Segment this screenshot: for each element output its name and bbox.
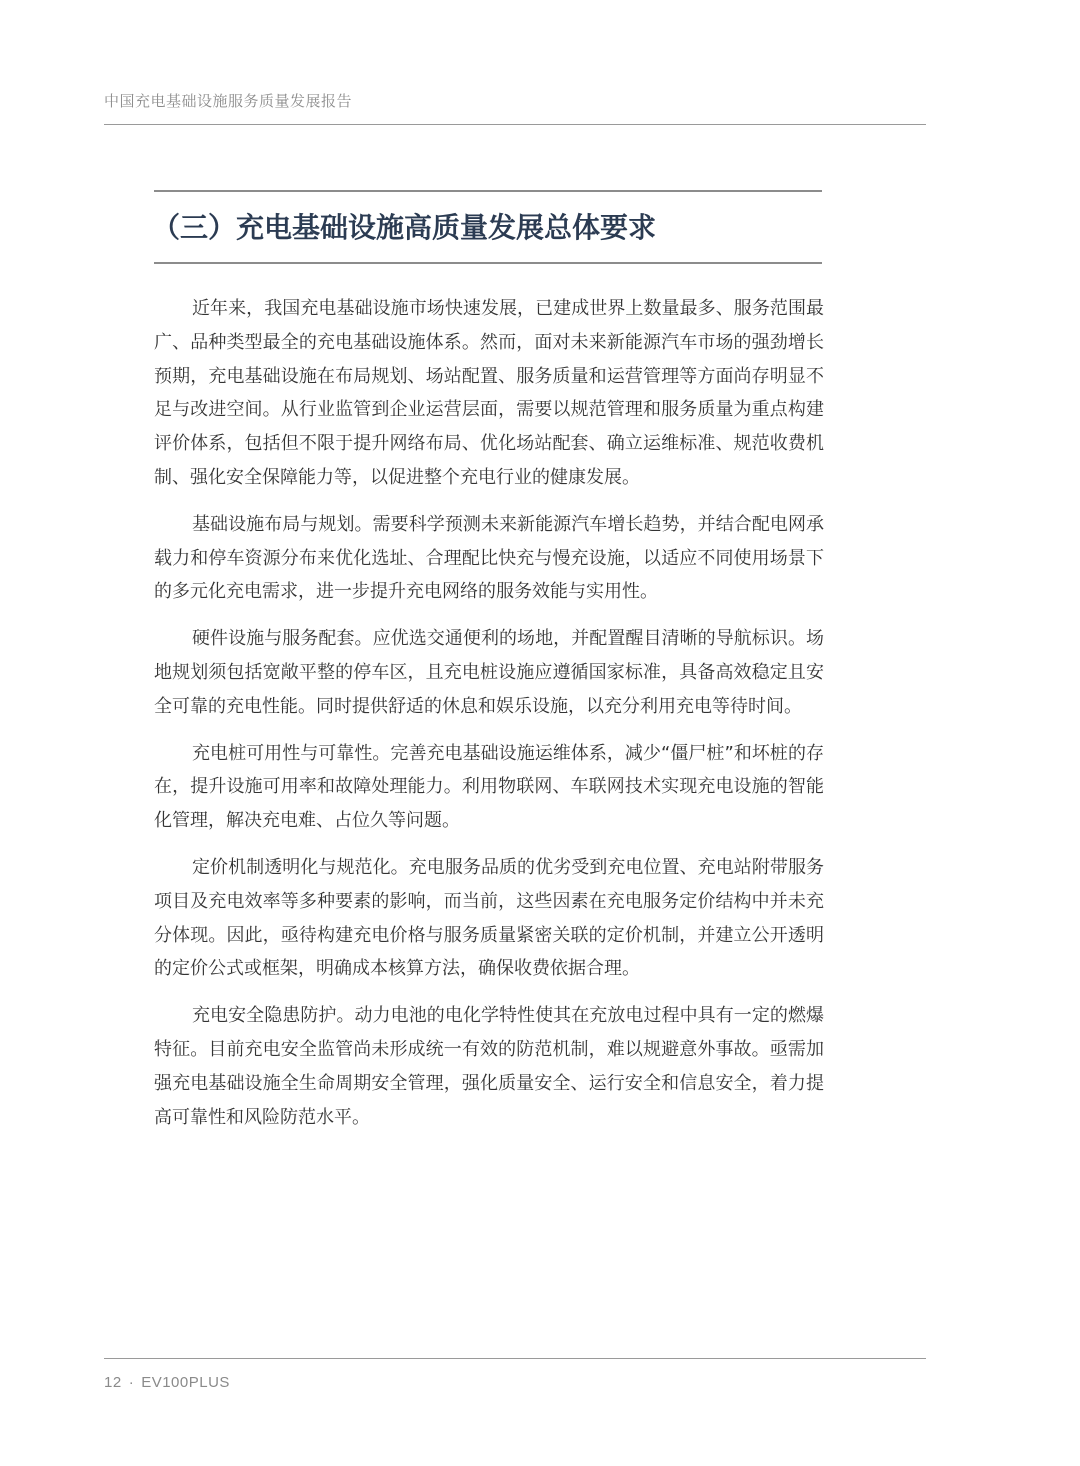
section-title: （三）充电基础设施高质量发展总体要求	[152, 211, 657, 244]
header-divider	[104, 124, 926, 125]
paragraph-pricing-mechanism: 定价机制透明化与规范化。充电服务品质的优劣受到充电位置、充电站附带服务项目及充电效率等多种要素的影响，而当前，这些因素在充电服务定价结构中并未充分体现。因此，亟待构建充电价格与服务质量紧密关联的定价机制，并建立公开透明的定价公式或框架，明确成本核算方法，确保收费依据合理。	[154, 856, 824, 980]
footer-brand: EV100PLUS	[141, 1374, 230, 1391]
paragraph-availability-reliability: 充电桩可用性与可靠性。完善充电基础设施运维体系，减少“僵尸桩”和坏桩的存在，提升设施可用率和故障处理能力。利用物联网、车联网技术实现充电设施的智能化管理，解决充电难、占位久等问题。	[154, 742, 824, 832]
title-rule-top	[154, 190, 822, 192]
title-rule-bottom	[154, 262, 822, 264]
paragraph-intro: 近年来，我国充电基础设施市场快速发展，已建成世界上数量最多、服务范围最广、品种类型最全的充电基础设施体系。然而，面对未来新能源汽车市场的强劲增长预期，充电基础设施在布局规划、场站配置、服务质量和运营管理等方面尚存明显不足与改进空间。从行业监管到企业运营层面，需要以规范管理和服务质量为重点构建评价体系，包括但不限于提升网络布局、优化场站配套、确立运维标准、规范收费机制、强化安全保障能力等，以促进整个充电行业的健康发展。	[154, 298, 824, 488]
footer-separator: ·	[128, 1374, 135, 1391]
running-header-title: 中国充电基础设施服务质量发展报告	[104, 92, 353, 110]
footer-divider	[104, 1358, 926, 1359]
page-number: 12	[104, 1374, 122, 1391]
paragraph-layout-planning: 基础设施布局与规划。需要科学预测未来新能源汽车增长趋势，并结合配电网承载力和停车资源分布来优化选址、合理配比快充与慢充设施，以适应不同使用场景下的多元化充电需求，进一步提升充电网络的服务效能与实用性。	[154, 513, 824, 603]
body-text	[154, 292, 824, 1147]
paragraph-safety-protection: 充电安全隐患防护。动力电池的电化学特性使其在充放电过程中具有一定的燃爆特征。目前充电安全监管尚未形成统一有效的防范机制，难以规避意外事故。亟需加强充电基础设施全生命周期安全管理，强化质量安全、运行安全和信息安全，着力提高可靠性和风险防范水平。	[154, 1005, 824, 1128]
paragraph-hardware-services: 硬件设施与服务配套。应优选交通便利的场地，并配置醒目清晰的导航标识。场地规划须包括宽敞平整的停车区，且充电桩设施应遵循国家标准，具备高效稳定且安全可靠的充电性能。同时提供舒适的休息和娱乐设施，以充分利用充电等待时间。	[154, 628, 824, 717]
footer	[104, 1372, 230, 1394]
